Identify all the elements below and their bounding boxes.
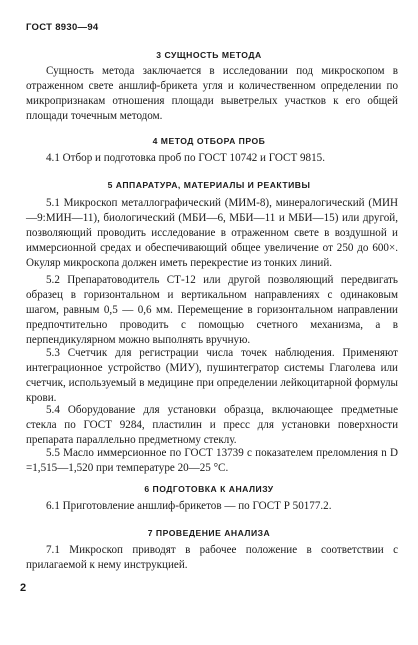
section-heading-5: 5 АППАРАТУРА, МАТЕРИАЛЫ И РЕАКТИВЫ [107,180,311,190]
paragraph-6-1: 6.1 Приготовление аншлиф-брикетов — по ГОСТ Р 50177.2. [46,500,332,512]
document-header: ГОСТ 8930—94 [26,22,99,33]
section-heading-7: 7 ПРОВЕДЕНИЕ АНАЛИЗА [147,528,271,538]
section-heading-4: 4 МЕТОД ОТБОРА ПРОБ [152,136,266,146]
paragraph-5-3: 5.3 Счетчик для регистрации числа точек наблюдения. Применяют интеграционное устройство (МИУ), пушинтегратор системы Глаголева или счетчик, используемый в медицине при определении лейкоцитарной формулы крови. [26,347,398,404]
paragraph-5-2: 5.2 Препаратоводитель СТ-12 или другой позволяющий передвигать образец в горизонтальном и вертикальном направлениях с одинаковым шагом, равным 0,5 — 0,6 мм. Перемещение в горизонтальном направлении предпочтительно проводить с помощью счетного механизма, а в перпендикулярном можно выполнять вручную. [26,274,398,346]
paragraph-7-1: 7.1 Микроскоп приводят в рабочее положение в соответствии с прилагаемой к нему инструкцией. [26,544,398,571]
section-heading-6: 6 ПОДГОТОВКА К АНАЛИЗУ [144,484,274,494]
paragraph-5-4: 5.4 Оборудование для установки образца, включающее предметные стекла по ГОСТ 9284, пластилин и пресс для установки поверхности препарата параллельно предметному стеклу. [26,404,398,446]
paragraph-5-5: 5.5 Масло иммерсионное по ГОСТ 13739 с показателем преломления n D =1,515—1,520 при температуре 20—25 °С. [26,447,398,474]
paragraph-3: Сущность метода заключается в исследовании под микроскопом в отраженном свете аншлиф-брикета угля и количественном определении по микропризнакам отношения площади выветрелых участков к его общей площади точечным методом. [26,65,398,122]
section-heading-3: 3 СУЩНОСТЬ МЕТОДА [156,50,262,60]
paragraph-5-1: 5.1 Микроскоп металлографический (МИМ-8), минералогический (МИН—9:МИН—11), биологический (МБИ—6, МБИ—11 и МБИ—15) или другой, позволяющий проводить исследование в отраженном свете в воздушной и иммерсионной средах и обеспечивающий общее увеличение от 250 до 600×. Окуляр микроскопа должен иметь перекрестие из тонких линий. [26,197,398,269]
paragraph-4-1: 4.1 Отбор и подготовка проб по ГОСТ 10742 и ГОСТ 9815. [46,152,325,164]
page-number: 2 [20,582,27,594]
